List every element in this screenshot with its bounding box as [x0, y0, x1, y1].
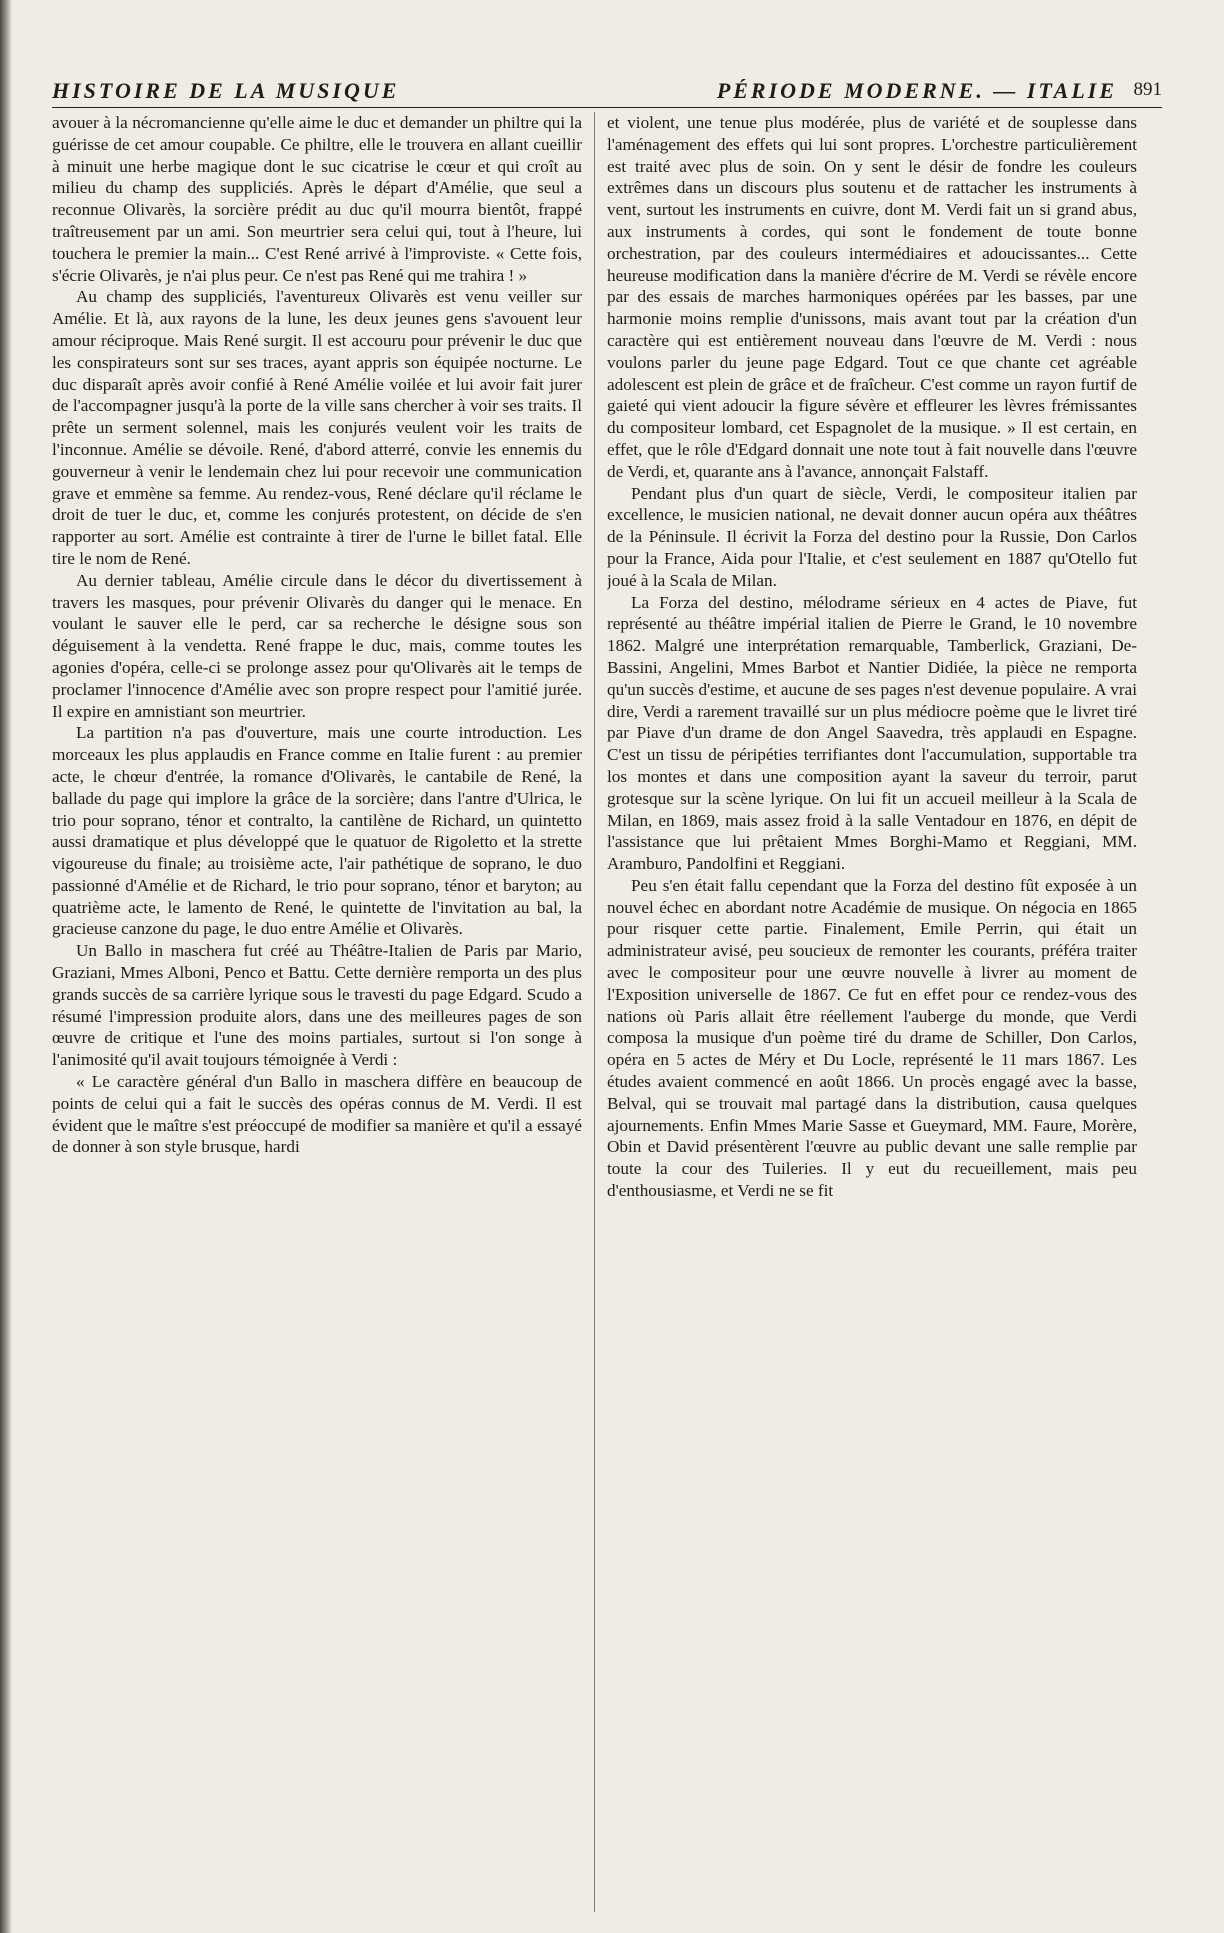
- header-left-title: HISTOIRE DE LA MUSIQUE: [52, 78, 400, 103]
- paragraph: « Le caractère général d'un Ballo in maschera diffère en beaucoup de points de celui qui a fait le succès des opéras connus de M. Verdi. Il est évident que le maître s'est préoccupé de modifier sa manière et qu'il a essayé de donner à son style brusque, hardi: [52, 1072, 582, 1157]
- header-right-title: PÉRIODE MODERNE. — ITALIE: [716, 78, 1117, 103]
- column-divider: [594, 112, 595, 1912]
- left-column: [52, 112, 582, 1917]
- paragraph: Pendant plus d'un quart de siècle, Verdi, le compositeur italien par excellence, le musicien national, ne devait donner aucun opéra aux théâtres de la Péninsule. Il écrivit la Forza del destino pour la Russie, Don Carlos pour la France, Aida pour l'Italie, et c'est seulement en 1887 qu'Otello fut joué à la Scala de Milan.: [607, 483, 1137, 590]
- paragraph: Un Ballo in maschera fut créé au Théâtre-Italien de Paris par Mario, Graziani, Mmes Alboni, Penco et Battu. Cette dernière remporta un des plus grands succès de sa carrière lyrique sous le travesti du page Edgard. Scudo a résumé l'impression produite alors, dans une des meilleures pages de son œuvre de critique et l'une des moins partiales, surtout si l'on songe à l'animosité qu'il avait toujours témoignée à Verdi :: [52, 941, 582, 1070]
- paragraph: La Forza del destino, mélodrame sérieux en 4 actes de Piave, fut représenté au théâtre impérial italien de Pierre le Grand, le 10 novembre 1862. Malgré une interprétation remarquable, Tamberlick, Graziani, De-Bassini, Angelini, Mmes Barbot et Nantier Didiée, la pièce ne remporta qu'un succès d'estime, et aucune de ses pages n'est devenue populaire. A vrai dire, Verdi a rarement travaillé sur un plus médiocre poème que le livret tiré par Piave d'un drame de don Angel Saavedra, très applaudi en Espagne. C'est un tissu de péripéties terrifiantes dont l'accumulation, supportable tra los montes et dans une composition ayant la saveur du terroir, parut grotesque sur la scène lyrique. On lui fit un accueil meilleur à la Scala de Milan, en 1869, mais assez froid à la salle Ventadour en 1876, en dépit de l'assistance que lui prêtaient Mmes Borghi-Mamo et Reggiani, MM. Aramburo, Pandolfini et Reggiani.: [607, 592, 1137, 874]
- paragraph: et violent, une tenue plus modérée, plus de variété et de souplesse dans l'aménagement des effets qui lui sont propres. L'orchestre particulièrement est traité avec plus de soin. On y sent le désir de fondre les couleurs extrêmes dans un discours plus soutenu et de rattacher les instruments à vent, surtout les instruments en cuivre, dont M. Verdi fait un si grand abus, aux instruments à cordes, qui sont le fondement de toute bonne orchestration, par des couleurs intermédiaires et adoucissantes... Cette heureuse modification dans la manière d'écrire de M. Verdi se révèle encore par des essais de marches harmoniques opérées par les basses, par une harmonie moins remplie d'unissons, mais avant tout par la création d'un caractère qui est entièrement nouveau dans l'œuvre de M. Verdi : nous voulons parler du jeune page Edgard. Tout ce que chante cet agréable adolescent est plein de grâce et de fraîcheur. C'est comme un rayon furtif de gaieté qui vient adoucir la figure sévère et effleurer les lèvres frémissantes du compositeur lombard, cet Espagnolet de la musique. » Il est certain, en effet, que le rôle d'Edgard donnait une note tout à fait nouvelle dans l'œuvre de Verdi, et, quarante ans à l'avance, annonçait Falstaff.: [607, 113, 1137, 481]
- page-number: 891: [1133, 79, 1162, 100]
- paragraph: Peu s'en était fallu cependant que la Forza del destino fût exposée à un nouvel échec en abordant notre Académie de musique. On négocia en 1865 pour risquer cette partie. Finalement, Emile Perrin, qui était un administrateur avisé, peu soucieux de remonter les courants, préféra traiter avec le compositeur pour une œuvre nouvelle à livrer au moment de l'Exposition universelle de 1867. Ce fut en effet pour ce rendez-vous des nations où Paris allait être réellement l'auberge du monde, que Verdi composa la musique d'un poème tiré du drame de Schiller, Don Carlos, opéra en 5 actes de Méry et Du Locle, représenté le 11 mars 1867. Les études avaient commencé en août 1866. Un procès engagé avec la basse, Belval, qui se trouvait mal partagé dans la distribution, causa quelques ajournements. Enfin Mmes Marie Sasse et Gueymard, MM. Faure, Morère, Obin et David présentèrent l'œuvre au public devant une salle remplie par toute la cour des Tuileries. Il y eut du recueillement, mais peu d'enthousiasme, et Verdi ne se fit: [607, 875, 1137, 1201]
- header-rule: [52, 107, 1162, 108]
- paragraph: Au dernier tableau, Amélie circule dans le décor du divertissement à travers les masques, pour prévenir Olivarès du danger qui le menace. En voulant le sauver elle le perd, car sa recherche le désigne sous son déguisement à la vendetta. René frappe le duc, mais, comme toutes les agonies d'opéra, celle-ci se prolonge assez pour qu'Olivarès ait le temps de proclamer l'innocence d'Amélie avec son propre respect pour l'amitié jurée. Il expire en amnistiant son meurtrier.: [52, 570, 582, 721]
- running-header: [52, 78, 1162, 104]
- paragraph: La partition n'a pas d'ouverture, mais une courte introduction. Les morceaux les plus applaudis en France comme en Italie furent : au premier acte, le chœur d'entrée, la romance d'Olivarès, le cantabile de René, la ballade du page qui implore la grâce de la sorcière; dans l'antre d'Ulrica, le trio pour soprano, ténor et contralto, la cantilène de Richard, un quintetto aussi dramatique et plus développé que le quatuor de Rigoletto et la strette vigoureuse du finale; au troisième acte, l'air pathétique de soprano, le duo passionné d'Amélie et de Richard, le trio pour soprano, ténor et baryton; au quatrième acte, le lamento de René, le quintette de l'invitation au bal, la gracieuse canzone du page, le duo entre Amélie et Olivarès.: [52, 723, 582, 939]
- page-binding-edge: [0, 0, 12, 1933]
- paragraph: avouer à la nécromancienne qu'elle aime le duc et demander un philtre qui la guérisse de cet amour coupable. Ce philtre, elle le trouvera en allant cueillir à minuit une herbe magique dont le suc cicatrise le cœur et qui croît au milieu du champ des suppliciés. Après le départ d'Amélie, que seul a reconnue Olivarès, la sorcière prédit au duc qu'il mourra bientôt, frappé traîtreusement par un ami. Son meurtrier sera celui qui, tout à l'heure, lui touchera le premier la main... C'est René arrivé à l'improviste. « Cette fois, s'écrie Olivarès, je n'ai plus peur. Ce n'est pas René qui me trahira ! »: [52, 113, 582, 285]
- paragraph: Au champ des suppliciés, l'aventureux Olivarès est venu veiller sur Amélie. Et là, aux rayons de la lune, les deux jeunes gens s'avouent leur amour réciproque. Mais René surgit. Il est accouru pour prévenir le duc que les conspirateurs sont sur ses traces, ayant appris son équipée nocturne. Le duc disparaît après avoir confié à René Amélie voilée et lui avoir fait jurer de l'accompagner jusqu'à la porte de la ville sans chercher à voir ses traits. Il prête un serment solennel, mais les conjurés veulent voir les traits de l'inconnue. Amélie se dévoile. René, d'abord atterré, convie les ennemis du gouverneur à venir le lendemain chez lui pour recevoir une communication grave et emmène sa femme. Au rendez-vous, René déclare qu'il réclame le droit de tuer le duc, et, comme les conjurés protestent, on décide de s'en rapporter au sort. Amélie est contrainte à tirer de l'urne le billet fatal. Elle tire le nom de René.: [52, 287, 582, 568]
- right-column: [607, 112, 1137, 1917]
